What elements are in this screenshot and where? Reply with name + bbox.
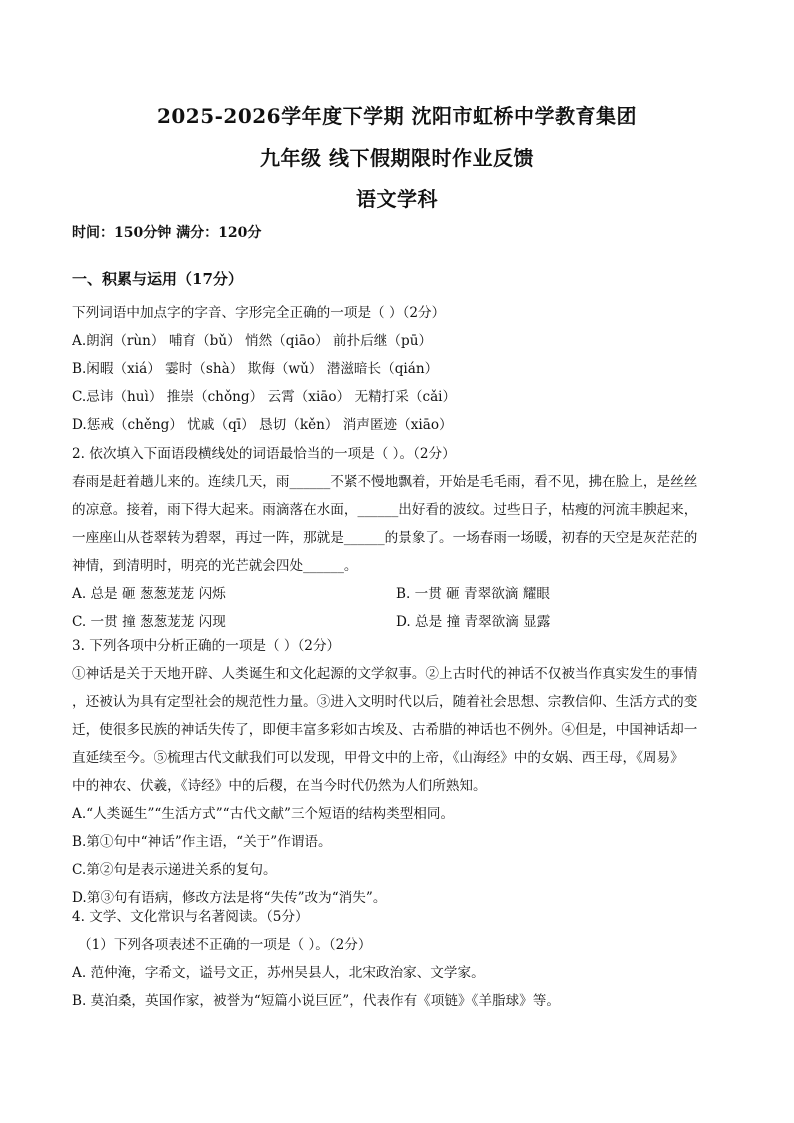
options-row (72, 580, 722, 608)
option-c: C.忌讳（huì） 推崇（chǒng） 云霄（xiāo） 无精打采（cǎi） (72, 389, 457, 405)
question-3 (72, 632, 722, 912)
option-d: D.第③句有语病，修改方法是将“失传”改为“消失”。 (72, 890, 387, 906)
passage-line: 中的神农、伏羲，《诗经》中的后稷，在当今时代仍然为人们所熟知。 (72, 778, 487, 794)
passage-line: ①神话是关于天地开辟、人类诞生和文化起源的文学叙事。②上古时代的神话不仅被当作真实发生的事情 (72, 666, 698, 682)
option-a: A.朗润（rùn） 哺育（bǔ） 悄然（qiāo） 前扑后继（pū） (72, 333, 433, 349)
exam-title-line2: 九年级 线下假期限时作业反馈 (260, 146, 534, 170)
question-1 (72, 299, 722, 439)
option-a: A.“人类诞生”“生活方式”“古代文献”三个短语的结构类型相同。 (72, 806, 455, 822)
passage-line: 神情，到清明时，明亮的光芒就会四处______。 (72, 558, 358, 574)
option-b: B.第①句中“神话”作主语，“关于”作谓语。 (72, 834, 332, 850)
passage-line: 迁，使很多民族的神话失传了，即便丰富多彩如古埃及、古希腊的神话也不例外。④但是，中国神话却一 (72, 722, 698, 738)
exam-meta: 时间：150分钟 满分：120分 (72, 225, 262, 241)
question-2 (72, 440, 722, 636)
exam-title-line1: 2025-2026学年度下学期 沈阳市虹桥中学教育集团 (156, 104, 638, 128)
section-heading: 一、积累与运用（17分） (72, 270, 243, 288)
option-c: C. 一贯 撞 葱葱茏茏 闪现 (72, 614, 226, 630)
question-stem: 下列词语中加点字的字音、字形完全正确的一项是（ ）（2分） (72, 305, 446, 321)
option-a: A. 总是 砸 葱葱茏茏 闪烁 (72, 586, 226, 602)
question-stem: 2. 依次填入下面语段横线处的词语最恰当的一项是（ ）。（2分） (72, 446, 456, 462)
passage-line: 春雨是赶着趟儿来的。连续几天，雨______不紧不慢地飘着，开始是毛毛雨，看不见，拂在脸上，是丝丝 (72, 474, 698, 490)
exam-subject: 语文学科 (356, 187, 438, 211)
option-c: C.第②句是表示递进关系的复句。 (72, 862, 277, 878)
question-stem: 3. 下列各项中分析正确的一项是（ ）（2分） (72, 638, 341, 654)
option-b: B. 一贯 砸 青翠欲滴 耀眼 (396, 586, 550, 602)
question-4 (72, 903, 722, 1015)
passage-line: 一座座山从苍翠转为碧翠，再过一阵，那就是______的景象了。一场春雨一场暖，初春的天空是灰茫茫的 (72, 530, 698, 546)
question-stem: 4. 文学、文化常识与名著阅读。（5分） (72, 909, 309, 925)
option-d: D. 总是 撞 青翠欲滴 显露 (396, 614, 551, 630)
option-a: A. 范仲淹，字希文，谥号文正，苏州吴县人，北宋政治家、文学家。 (72, 965, 485, 981)
option-b: B.闲暇（xiá） 霎时（shà） 欺侮（wǔ） 潜滋暗长（qián） (72, 361, 439, 377)
passage-line: 直延续至今。⑤梳理古代文献我们可以发现，甲骨文中的上帝，《山海经》中的女娲、西王母，《周易》 (72, 750, 684, 766)
passage-line: ，还被认为具有定型社会的规范性力量。③进入文明时代以后，随着社会思想、宗教信仰、生活方式的变 (72, 694, 698, 710)
sub-question-1: （1）下列各项表述不正确的一项是（ ）。（2分） (78, 937, 372, 953)
passage-line: 的凉意。接着，雨下得大起来。雨滴落在水面，______出好看的波纹。过些日子，枯瘦的河流丰腴起来， (72, 502, 698, 518)
option-b: B. 莫泊桑，英国作家，被誉为“短篇小说巨匠”，代表作有《项链》《羊脂球》等。 (72, 993, 560, 1009)
option-d: D.惩戒（chěng） 忧戚（qī） 恳切（kěn） 消声匿迹（xiāo） (72, 417, 453, 433)
